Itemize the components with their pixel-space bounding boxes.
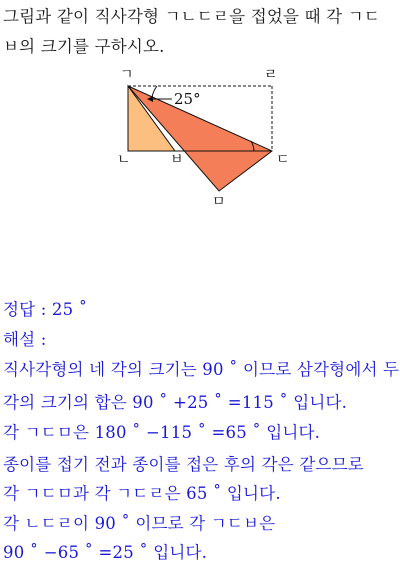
- vertex-label-m: ㅁ: [212, 194, 226, 210]
- explanation-line-1: 직사각형의 네 각의 크기는 90 ˚ 이므로 삼각형에서 두: [3, 360, 400, 379]
- explanation-line-3: 각 ㄱㄷㅁ은 180 ˚ −115 ˚ =65 ˚ 입니다.: [3, 423, 321, 442]
- question-line-1: 그림과 같이 직사각형 ㄱㄴㄷㄹ을 접었을 때 각 ㄱㄷ: [3, 7, 381, 26]
- explanation-heading: 해설 :: [3, 330, 47, 349]
- explanation-line-6: 각 ㄴㄷㄹ이 90 ˚ 이므로 각 ㄱㄷㅂ은: [3, 514, 276, 533]
- vertex-label-d: ㄷ: [276, 152, 290, 168]
- vertex-label-r: ㄹ: [264, 67, 278, 83]
- angle-arc-at-g: [152, 86, 157, 97]
- answer-line: 정답 : 25 ˚: [3, 300, 88, 319]
- explanation-line-5: 각 ㄱㄷㅁ과 각 ㄱㄷㄹ은 65 ˚ 입니다.: [3, 484, 281, 503]
- question-line-2: ㅂ의 크기를 구하시오.: [3, 37, 165, 56]
- vertex-label-n: ㄴ: [117, 152, 131, 168]
- vertex-label-b: ㅂ: [170, 152, 184, 168]
- angle-label: 25°: [174, 90, 201, 108]
- explanation-line-2: 각의 크기의 합은 90 ˚ +25 ˚ =115 ˚ 입니다.: [3, 393, 348, 412]
- vertex-label-g: ㄱ: [120, 67, 134, 83]
- explanation-line-7: 90 ˚ −65 ˚ =25 ˚ 입니다.: [3, 543, 208, 562]
- explanation-line-4: 종이를 접기 전과 종이를 접은 후의 각은 같으므로: [3, 455, 364, 474]
